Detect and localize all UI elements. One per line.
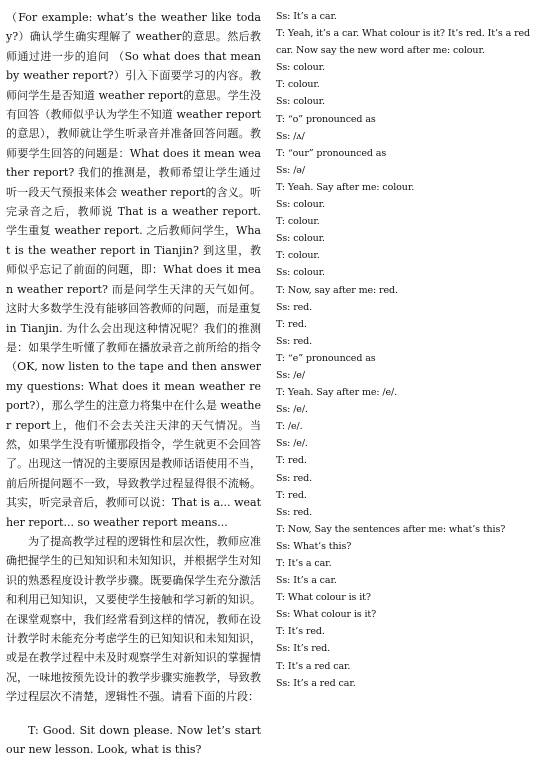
dialogue-line: T: Yeah, it’s a car. What colour is it? It’s red. It’s a red car. Now say the new word after me: colour.	[276, 28, 531, 57]
dialogue-line: T: red.	[276, 489, 307, 501]
dialogue-line: T: “our” pronounced as	[276, 147, 387, 159]
dialogue-line: Ss: red.	[276, 472, 313, 484]
dialogue-list	[276, 8, 534, 692]
dialogue-line: T: Yeah. Say after me: /e/.	[276, 387, 398, 399]
dialogue-opening-line: T: Good. Sit down please. Now let’s start our new lesson. Look, what is this?	[6, 723, 261, 757]
dialogue-line: Ss: colour.	[276, 96, 325, 108]
dialogue-line: Ss: colour.	[276, 233, 325, 245]
dialogue-line: T: “o” pronounced as	[276, 113, 376, 125]
dialogue-line: Ss: /e/.	[276, 438, 308, 450]
dialogue-line: Ss: /e/	[276, 369, 305, 381]
dialogue-line: Ss: It’s a car.	[276, 575, 337, 587]
dialogue-line: Ss: /e/.	[276, 404, 308, 416]
dialogue-line: T: colour.	[276, 216, 320, 228]
left-column	[6, 8, 261, 759]
dialogue-line: Ss: colour.	[276, 267, 325, 279]
dialogue-line: T: What colour is it?	[276, 592, 371, 604]
dialogue-line: Ss: /ʌ/	[276, 130, 305, 142]
paragraph-weather-report: （For example: what’s the weather like today?）确认学生确实理解了 weather的意思。然后教师通过进一步的追问 （So what does that mean by weather report?）引入下面要学习的内容。教师问学生是否知道 weather report的意思。学生没有回答（教师似乎认为学生不知道 weather report的意思），教师就让学生听录音并准备回答问题。教师要学生回答的问题是：What does it mean weather report? 我们的推测是，教师希望让学生通过听一段天气预报来体会 weather report的含义。听完录音之后，教师说 That is a weather report. 学生重复 weather report. 之后教师问学生，What is the weather report in Tianjin? 到这里，教师似乎忘记了前面的问题，即：What does it mean weather report? 而是问学生天津的天气如何。这时大多数学生没有能够回答教师的问题，而是重复 in Tianjin. 为什么会出现这种情况呢？我们的推测是：如果学生听懂了教师在播放录音之前所给的指令（OK, now listen to the tape and then answer my questions: What does it mean weather report?），那么学生的注意力将集中在什么是 weather report上，他们不会去关注天津的天气情况。当然，如果学生没有听懂那段指令，学生就更不会回答了。出现这一情况的主要原因是教师话语使用不当，前后所提问题不一致，导致教学过程显得很不流畅。其实，听完录音后，教师可以说：That is a... weather report... so weather report means...	[6, 11, 261, 529]
dialogue-line: T: /e/.	[276, 421, 303, 433]
dialogue-line: T: It’s a car.	[276, 558, 332, 569]
dialogue-line: Ss: What’s this?	[276, 540, 352, 552]
dialogue-line: T: colour.	[276, 250, 320, 262]
dialogue-line: T: colour.	[276, 79, 320, 91]
dialogue-line: Ss: It’s a red car.	[276, 677, 356, 689]
dialogue-line: Ss: red.	[276, 335, 313, 347]
dialogue-line: T: It’s red.	[276, 626, 325, 638]
dialogue-line: T: It’s a red car.	[276, 660, 351, 672]
dialogue-line: T: Now, say after me: red.	[276, 284, 398, 296]
dialogue-line: Ss: /ə/	[276, 164, 305, 176]
dialogue-line: Ss: What colour is it?	[276, 609, 377, 621]
dialogue-line: T: Yeah. Say after me: colour.	[276, 181, 415, 193]
dialogue-line: Ss: colour.	[276, 199, 325, 211]
right-column	[276, 8, 534, 692]
paragraph-known-unknown: 为了提高教学过程的逻辑性和层次性，教师应准确把握学生的已知知识和未知知识，并根据学生对知识的熟悉程度设计教学步骤。既要确保学生充分激活和利用已知知识，又要使学生接触和学习新的知识。在课堂观察中，我们经常看到这样的情况，教师在设计教学时未能充分考虑学生的已知知识和未知知识，或是在教学过程中未及时观察学生对新知识的掌握情况，一味地按预先设计的教学步骤实施教学，导致教学过程层次不清楚，逻辑性不强。请看下面的片段：	[6, 534, 261, 704]
dialogue-line: Ss: It’s a car.	[276, 11, 337, 22]
dialogue-line: T: “e” pronounced as	[276, 352, 376, 364]
dialogue-line: T: red.	[276, 318, 307, 330]
dialogue-line: T: red.	[276, 455, 307, 467]
dialogue-line: T: Now, Say the sentences after me: what’s this?	[276, 523, 506, 535]
dialogue-line: Ss: red.	[276, 301, 313, 313]
dialogue-line: Ss: colour.	[276, 62, 325, 74]
dialogue-line: Ss: It’s red.	[276, 643, 331, 655]
dialogue-line: Ss: red.	[276, 506, 313, 518]
